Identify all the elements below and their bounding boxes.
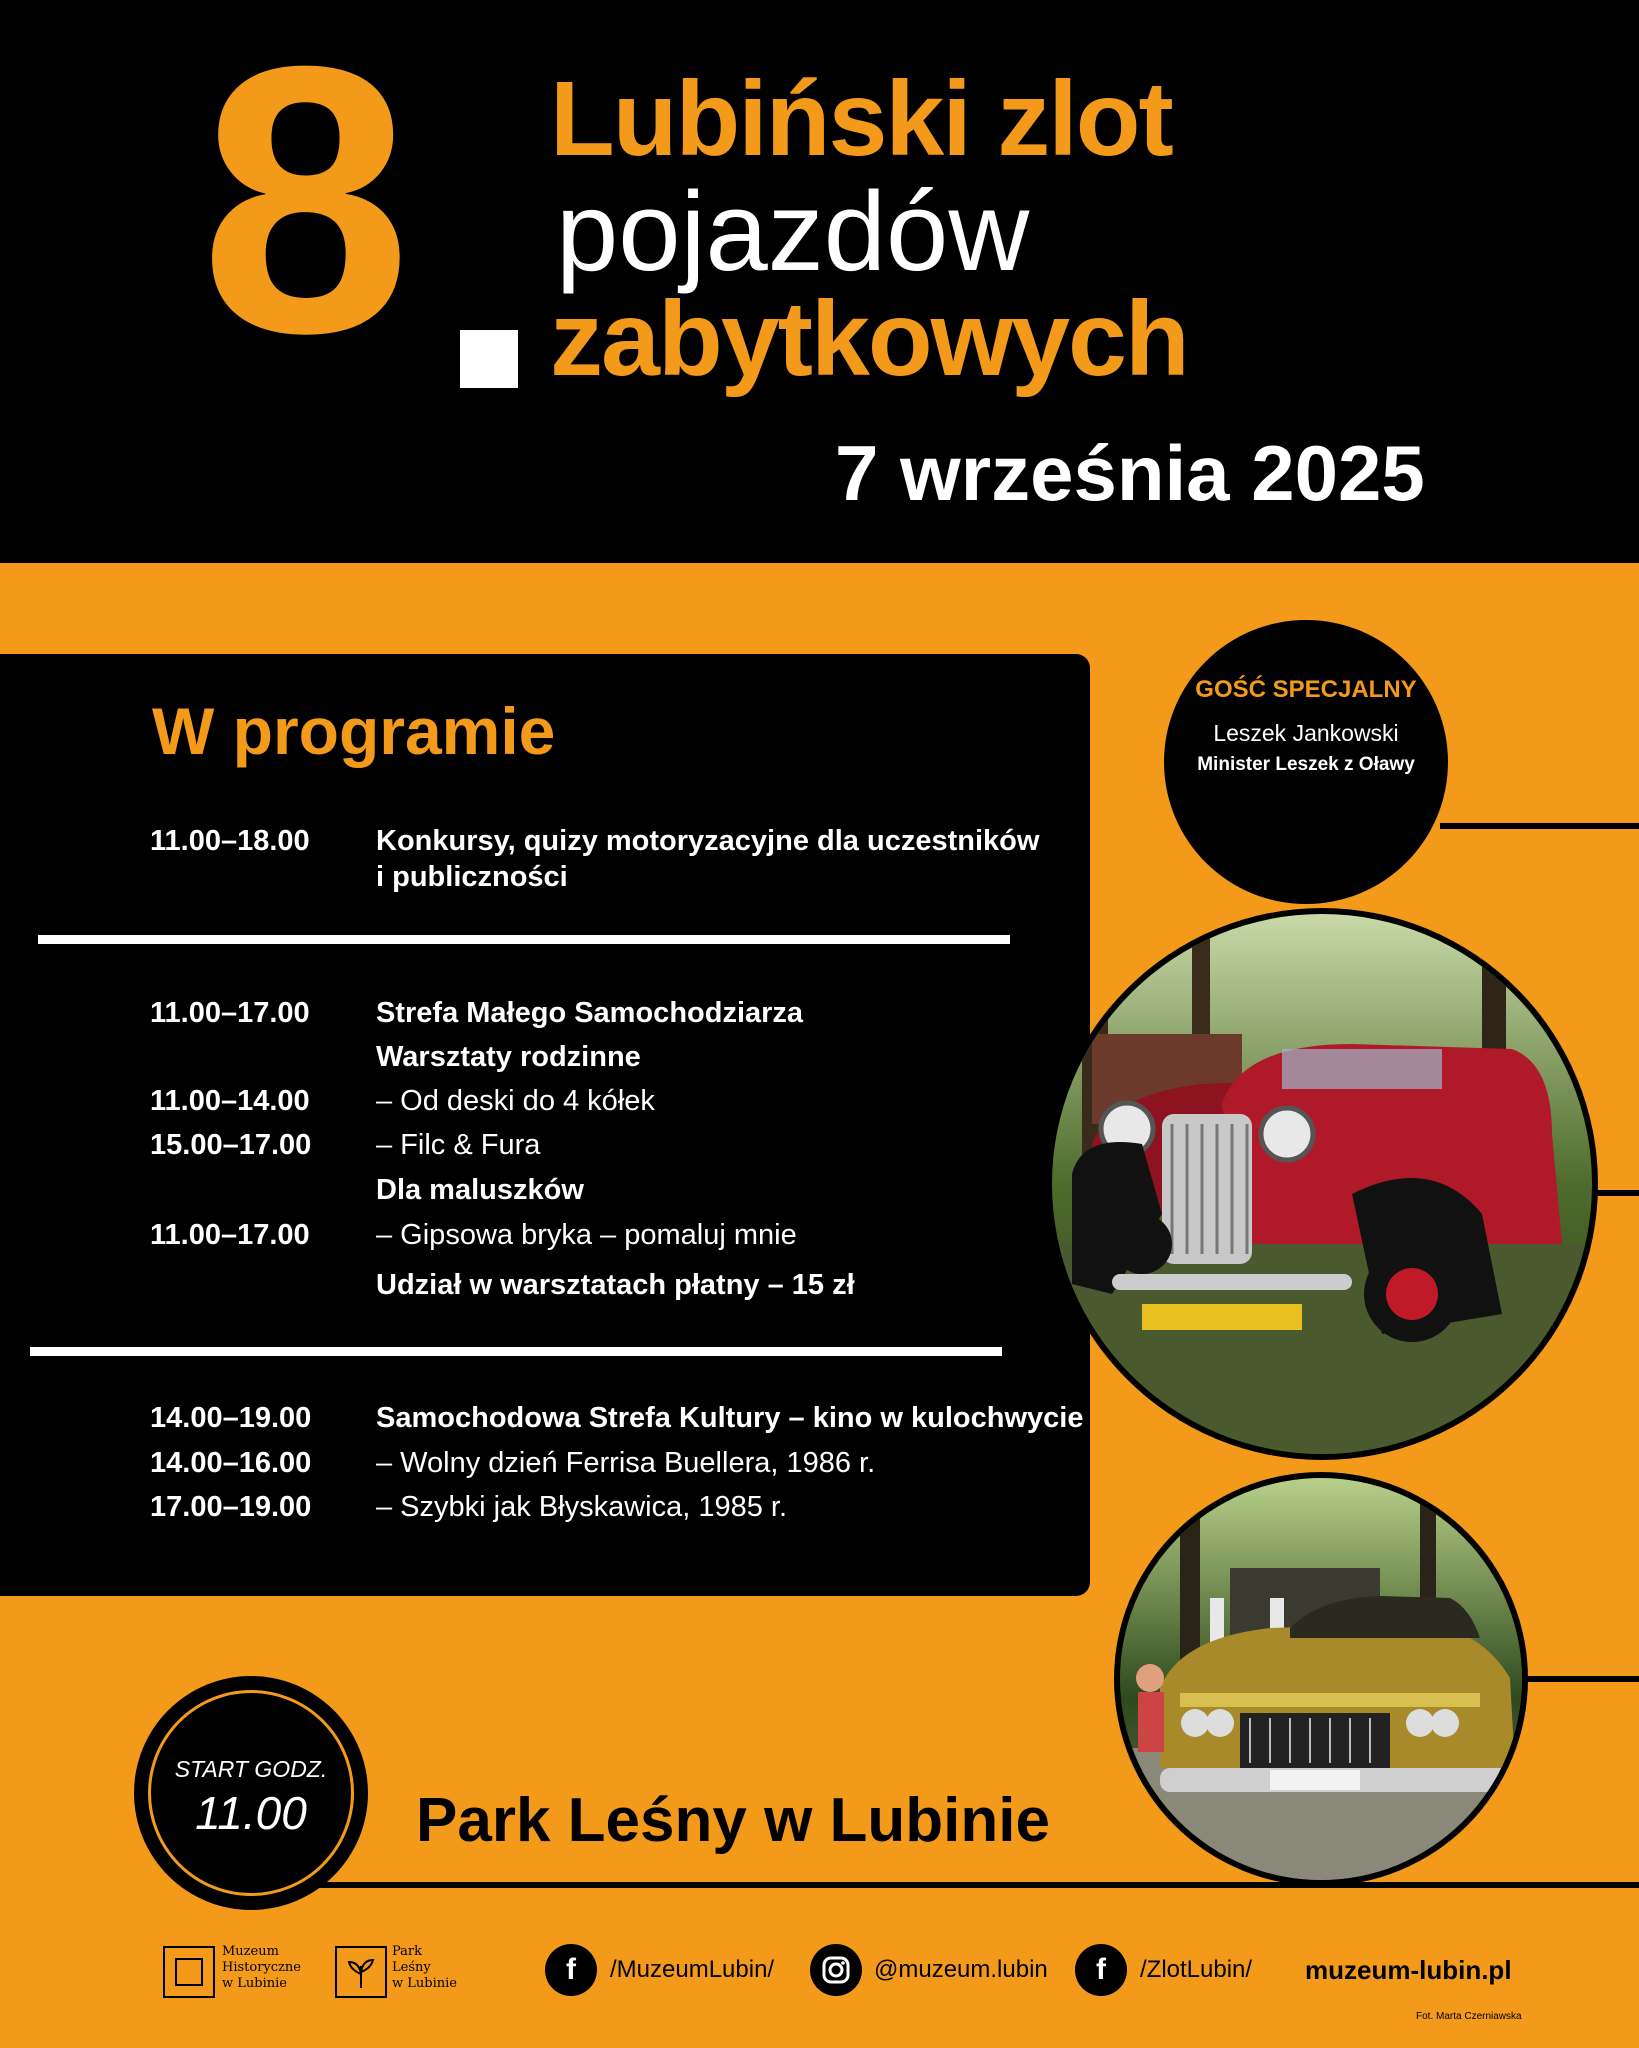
program-item: Warsztaty rodzinne — [376, 1041, 641, 1073]
program-time: 11.00–17.00 — [150, 997, 310, 1029]
program-time: 11.00–14.00 — [150, 1085, 310, 1117]
program-item: Dla maluszków — [376, 1174, 584, 1206]
event-date: 7 września 2025 — [835, 429, 1425, 517]
photo-connector-line — [1522, 1676, 1639, 1682]
edition-dot — [460, 330, 518, 388]
program-item: – Od deski do 4 kółek — [376, 1085, 655, 1117]
program-time: 14.00–19.00 — [150, 1402, 312, 1434]
program-item: – Filc & Fura — [376, 1129, 541, 1161]
program-title: W programie — [152, 694, 556, 768]
program-time: 11.00–17.00 — [150, 1219, 310, 1251]
program-item: Strefa Małego Samochodziarza — [376, 997, 804, 1029]
program-item: Udział w warsztatach płatny – 15 zł — [376, 1269, 855, 1301]
special-guest-badge — [1164, 620, 1448, 904]
edition-number: 8 — [200, 0, 402, 412]
park-logo-text: Park Leśny w Lubinie — [392, 1944, 457, 1991]
program-item: i publiczności — [376, 861, 568, 893]
venue-name: Park Leśny w Lubinie — [416, 1786, 1050, 1855]
title-line-3: zabytkowych — [550, 280, 1188, 398]
facebook-icon[interactable]: f — [545, 1944, 597, 1996]
venue-underline — [318, 1882, 1639, 1888]
program-divider — [30, 1347, 1002, 1356]
program-time: 15.00–17.00 — [150, 1129, 312, 1161]
program-item: – Gipsowa bryka – pomaluj mnie — [376, 1219, 797, 1251]
facebook-icon[interactable]: f — [1075, 1944, 1127, 1996]
park-logo-icon — [335, 1946, 387, 1998]
gold-vintage-car-photo — [1120, 1478, 1522, 1880]
guest-name: Leszek Jankowski — [1213, 720, 1399, 746]
program-item: – Wolny dzień Ferrisa Buellera, 1986 r. — [376, 1447, 876, 1479]
photo-credit: Fot. Marta Czerniawska — [1416, 2011, 1522, 2022]
start-time: 11.00 — [195, 1787, 307, 1839]
website-link[interactable]: muzeum-lubin.pl — [1305, 1955, 1512, 1985]
red-vintage-car-illustration — [1052, 914, 1592, 1454]
start-time-badge — [134, 1676, 368, 1910]
instagram-icon[interactable] — [810, 1944, 862, 1996]
facebook-zlot-link[interactable]: /ZlotLubin/ — [1140, 1956, 1253, 1983]
program-time: 11.00–18.00 — [150, 825, 310, 857]
program-time: 14.00–16.00 — [150, 1447, 312, 1479]
program-time: 17.00–19.00 — [150, 1491, 312, 1523]
program-item: – Szybki jak Błyskawica, 1985 r. — [376, 1491, 788, 1523]
red-vintage-car-photo — [1052, 914, 1592, 1454]
start-label: START GODZ. — [174, 1756, 328, 1782]
photo-connector-line — [1590, 1190, 1639, 1196]
title-line-1: Lubiński zlot — [550, 60, 1172, 178]
guest-role: Minister Leszek z Oławy — [1197, 754, 1415, 775]
program-item: Konkursy, quizy motoryzacyjne dla uczestników — [376, 825, 1040, 857]
title-line-2: pojazdów — [556, 169, 1030, 294]
guest-connector-line — [1440, 823, 1639, 829]
facebook-museum-link[interactable]: /MuzeumLubin/ — [610, 1956, 775, 1983]
gold-vintage-car-illustration — [1120, 1478, 1522, 1880]
program-divider — [38, 935, 1010, 944]
program-item: Samochodowa Strefa Kultury – kino w kulochwycie — [376, 1402, 1084, 1434]
museum-logo-text: Muzeum Historyczne w Lubinie — [222, 1944, 301, 1991]
museum-logo-icon — [163, 1946, 215, 1998]
instagram-link[interactable]: @muzeum.lubin — [874, 1956, 1048, 1983]
guest-label: GOŚĆ SPECJALNY — [1195, 676, 1417, 703]
